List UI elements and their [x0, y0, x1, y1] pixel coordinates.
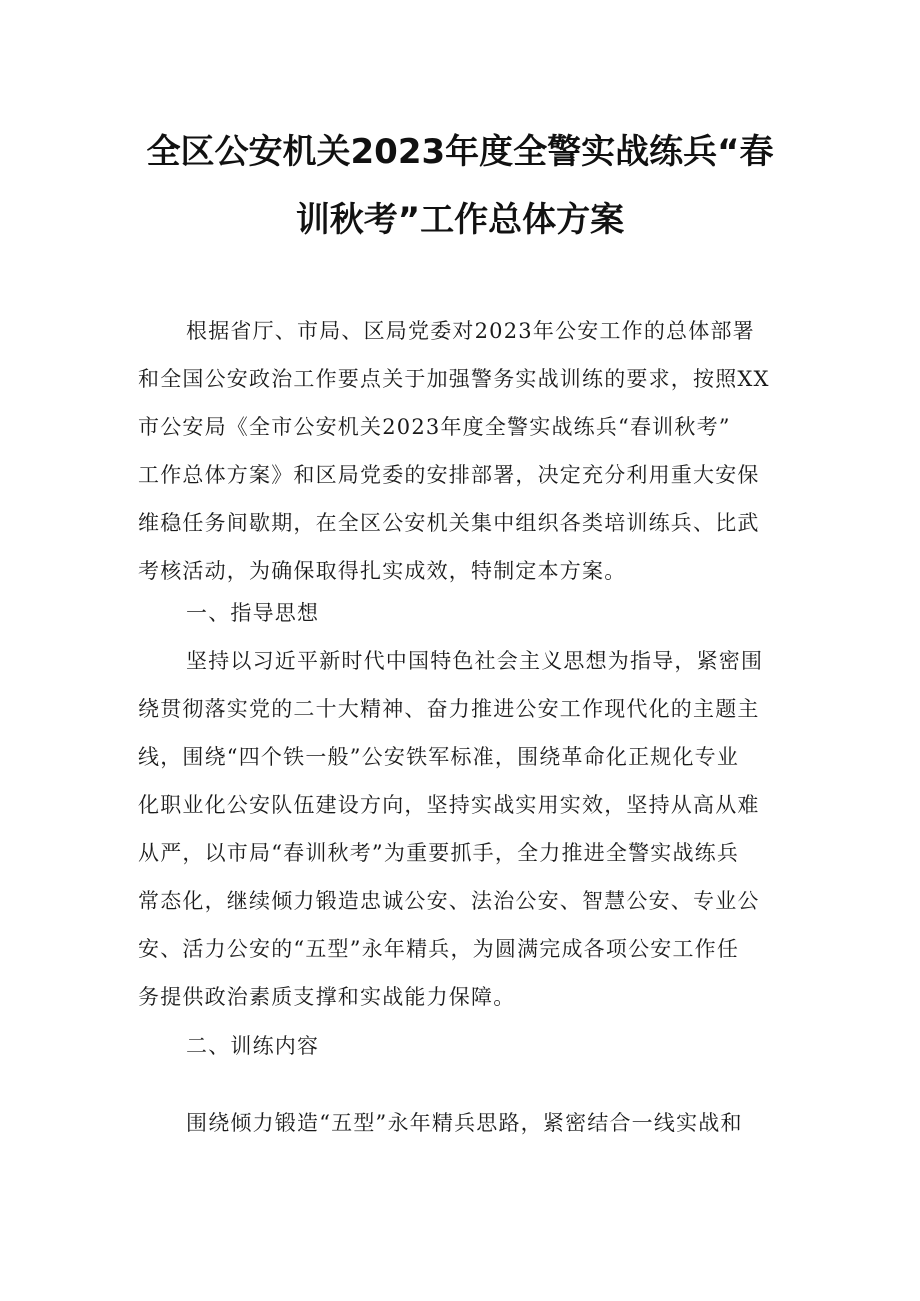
paragraph-line: 常态化，继续倾力锻造忠诚公安、法治公安、智慧公安、专业公	[138, 889, 760, 913]
paragraph-line: 化职业化公安队伍建设方向，坚持实战实用实效，坚持从高从难	[138, 793, 760, 817]
section-heading-training-content	[138, 1022, 788, 1070]
paragraph-line: 根据省厅、市局、区局党委对2023年公安工作的总体部署	[186, 319, 755, 343]
section-heading-text: 二、训练内容	[186, 1034, 320, 1058]
paragraph-line: 务提供政治素质支撑和实战能力保障。	[138, 985, 516, 1009]
section-heading-text: 一、指导思想	[186, 601, 320, 625]
paragraph-line: 安、活力公安的“五型”永年精兵，为圆满完成各项公安工作任	[138, 937, 740, 961]
title-line: 训秋考”工作总体方案	[295, 200, 625, 240]
paragraph-line: 从严，以市局“春训秋考”为重要抓手，全力推进全警实战练兵	[138, 841, 740, 865]
paragraph-line: 市公安局《全市公安机关2023年度全警实战练兵“春训秋考”	[138, 415, 731, 439]
paragraph-line: 绕贯彻落实党的二十大精神、奋力推进公安工作现代化的主题主	[138, 697, 760, 721]
paragraph-line: 考核活动，为确保取得扎实成效，特制定本方案。	[138, 559, 627, 583]
paragraph-line: 线，围绕“四个铁一般”公安铁军标准，围绕革命化正规化专业	[138, 745, 740, 769]
title-line: 全区公安机关2023年度全警实战练兵“春	[146, 132, 774, 172]
training-content-paragraph	[138, 1099, 788, 1147]
paragraph-line: 和全国公安政治工作要点关于加强警务实战训练的要求，按照XX	[138, 367, 770, 391]
paragraph-line: 围绕倾力锻造“五型”永年精兵思路，紧密结合一线实战和	[186, 1111, 743, 1135]
paragraph-line: 维稳任务间歇期，在全区公安机关集中组织各类培训练兵、比武	[138, 511, 760, 535]
paragraph-line: 工作总体方案》和区局党委的安排部署，决定充分利用重大安保	[138, 463, 760, 487]
document-title	[130, 118, 790, 254]
guiding-thought-paragraph	[138, 637, 788, 1021]
paragraph-line: 坚持以习近平新时代中国特色社会主义思想为指导，紧密围	[186, 649, 764, 673]
intro-paragraph	[138, 307, 788, 595]
section-heading-guiding-thought	[138, 589, 788, 637]
